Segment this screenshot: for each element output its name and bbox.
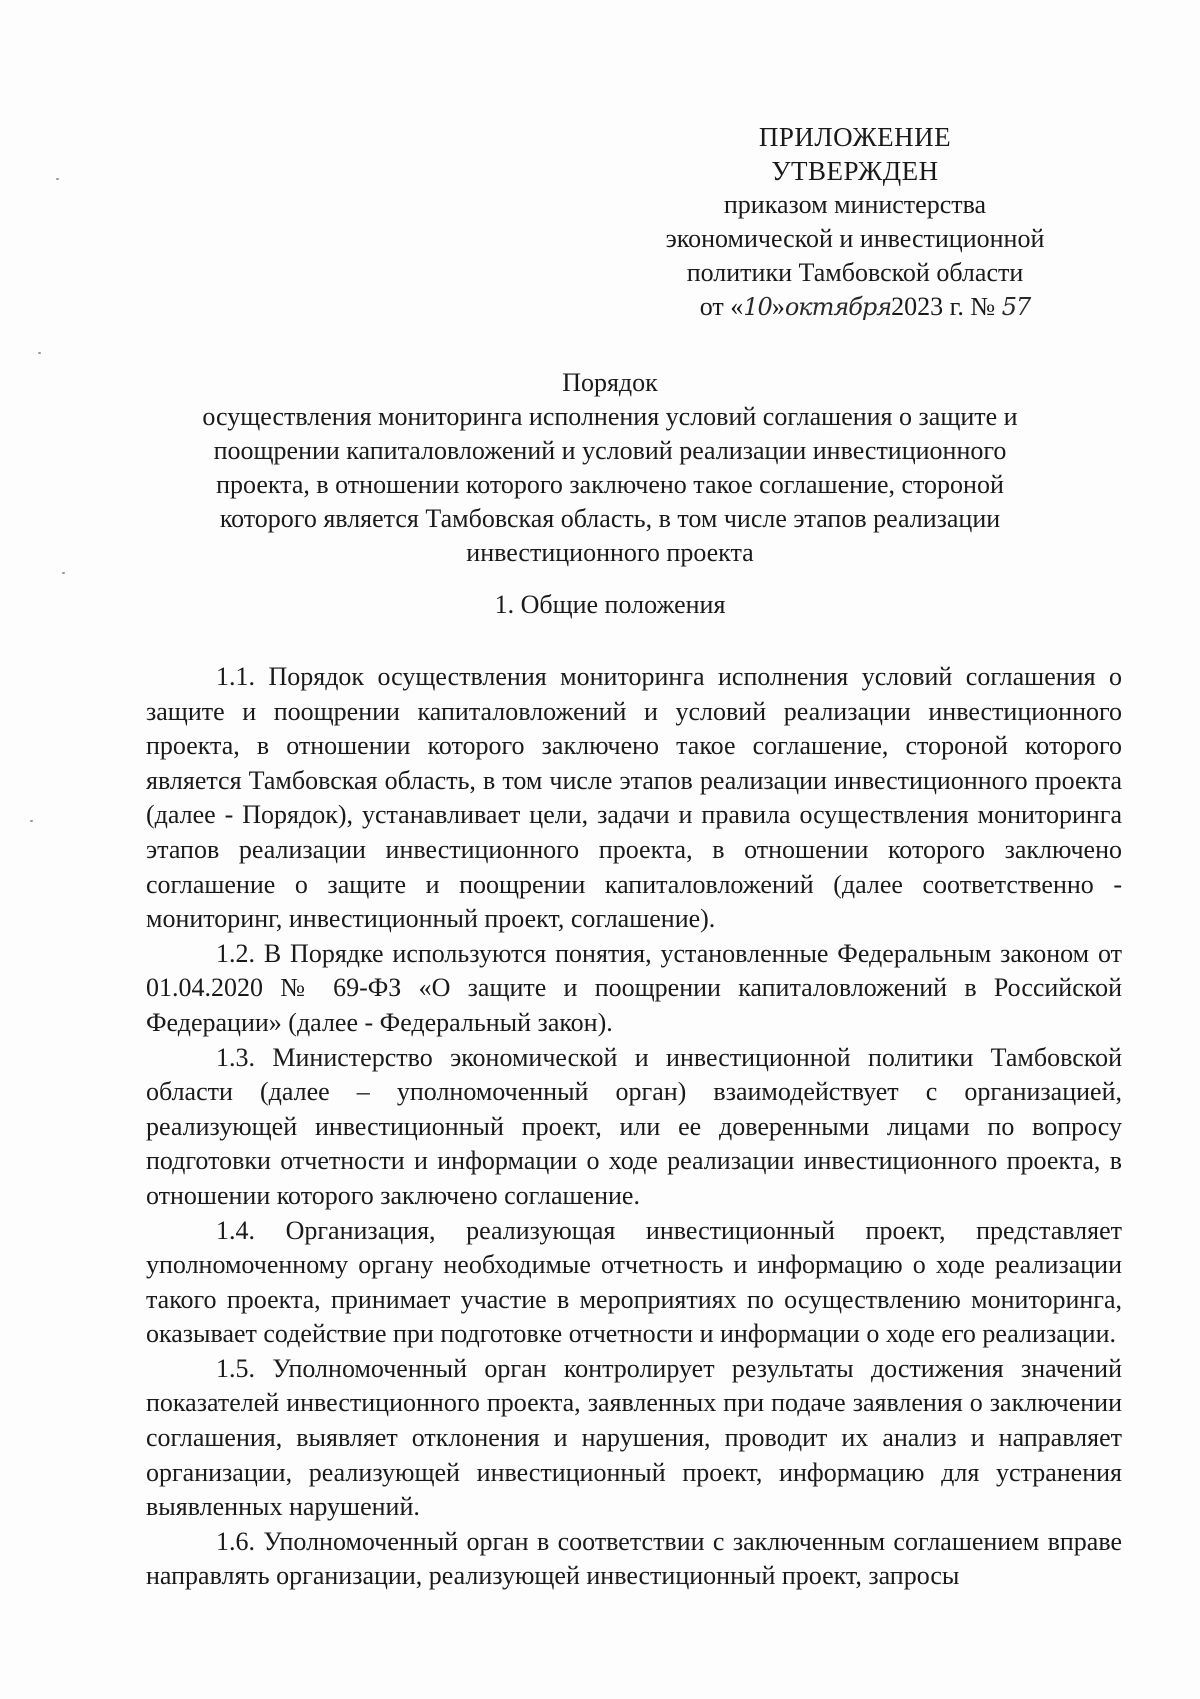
handwritten-number: 57 (1001, 293, 1031, 321)
document-body (146, 660, 1122, 1594)
approval-line: экономической и инвестиционной (665, 224, 1045, 253)
scan-speck (30, 820, 33, 822)
scan-speck (56, 178, 59, 180)
section-heading: 1. Общие положения (494, 590, 726, 619)
title-line: поощрении капиталовложений и условий реализации инвестиционного (213, 436, 1007, 465)
date-quote: » (771, 292, 785, 321)
handwritten-month: октября (784, 293, 892, 321)
approval-date-line (620, 290, 1090, 324)
approval-line: политики Тамбовской области (686, 258, 1024, 287)
date-year: 2023 г. № (891, 292, 996, 321)
approval-block (620, 120, 1090, 324)
document-title (150, 366, 1070, 570)
scan-speck (38, 352, 41, 354)
scan-speck (62, 572, 65, 574)
appendix-label: ПРИЛОЖЕНИЕ (758, 122, 952, 152)
paragraph-1-4: 1.4. Организация, реализующая инвестиционный проект, представляет уполномоченному органу необходимые отчетность и информацию о ходе реализации такого проекта, принимает участие в мероприятиях по осуществлению мониторинга, оказывает содействие при подготовке отчетности и информации о ходе его реализации. (146, 1215, 1122, 1349)
title-heading: Порядок (562, 368, 658, 397)
paragraph-1-2: 1.2. В Порядке используются понятия, установленные Федеральным законом от 01.04.2020 № 69-ФЗ «О защите и поощрении капиталовложений в Российской Федерации» (далее - Федеральный закон). (146, 938, 1122, 1037)
title-line: которого является Тамбовская область, в том числе этапов реализации (219, 504, 1001, 533)
title-line: проекта, в отношении которого заключено такое соглашение, стороной (216, 470, 1004, 499)
title-line: инвестиционного проекта (466, 538, 754, 567)
paragraph-1-3: 1.3. Министерство экономической и инвестиционной политики Тамбовской области (далее – уполномоченный орган) взаимодействует с организацией, реализующей инвестиционный проект, или ее доверенными лицами по вопросу подготовки отчетности и информации о ходе реализации инвестиционного проекта, в отношении которого заключено соглашение. (146, 1042, 1122, 1210)
paragraph-1-6: 1.6. Уполномоченный орган в соответствии с заключенным соглашением вправе направлять организации, реализующей инвестиционный проект, запросы (146, 1526, 1122, 1591)
title-line: осуществления мониторинга исполнения условий соглашения о защите и (202, 402, 1018, 431)
date-prefix: от « (699, 292, 744, 321)
paragraph-1-1: 1.1. Порядок осуществления мониторинга исполнения условий соглашения о защите и поощрении капиталовложений и условий реализации инвестиционного проекта, в отношении которого заключено такое соглашение, стороной которого является Тамбовская область, в том числе этапов реализации инвестиционного проекта (далее - Порядок), устанавливает цели, задачи и правила осуществления мониторинга этапов реализации инвестиционного проекта, в отношении которого заключено соглашение о защите и поощрении капиталовложений (далее соответственно - мониторинг, инвестиционный проект, соглашение). (146, 662, 1122, 934)
approval-line: приказом министерства (723, 190, 987, 219)
paragraph-1-5: 1.5. Уполномоченный орган контролирует результаты достижения значений показателей инвестиционного проекта, заявленных при подаче заявления о заключении соглашения, выявляет отклонения и нарушения, проводит их анализ и направляет организации, реализующей инвестиционный проект, информацию для устранения выявленных нарушений. (146, 1353, 1122, 1522)
approved-label: УТВЕРЖДЕН (771, 156, 939, 186)
handwritten-day: 10 (743, 293, 772, 321)
